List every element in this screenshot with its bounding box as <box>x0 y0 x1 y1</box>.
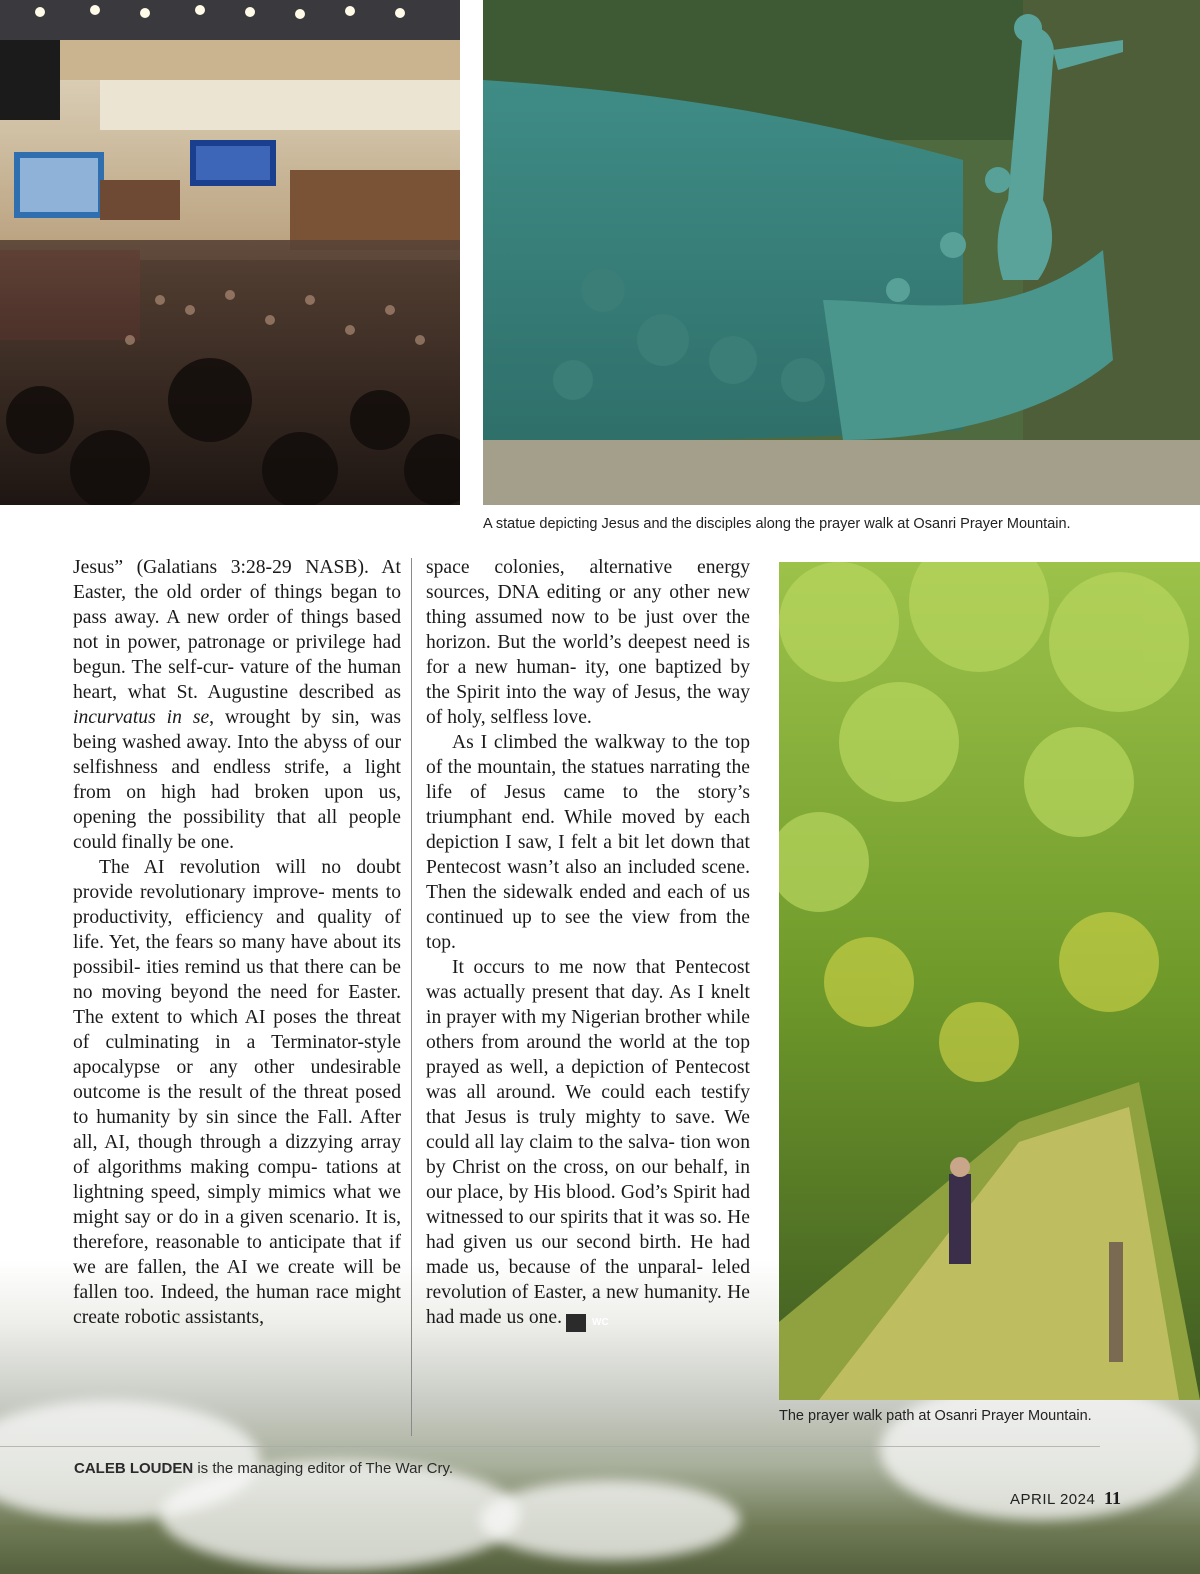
statue-photo-caption: A statue depicting Jesus and the disciples along the prayer walk at Osanri Prayer Mountain. <box>483 516 1071 532</box>
prayer-walk-path-photo <box>779 562 1200 1400</box>
church-congregation-photo <box>0 0 460 505</box>
statue-photo <box>483 0 1200 505</box>
column-divider <box>411 558 412 1436</box>
article-column-2 <box>426 555 750 1332</box>
bio-divider <box>0 1446 1100 1447</box>
article-paragraph: It occurs to me now that Pentecost was actually present that day. As I knelt in prayer with my Nigerian brother while others from around the world at the top prayed as well, a depiction of Pentecost was all around. We could each testify that Jesus is truly mighty to save. We could all lay claim to the salva- tion won by Christ on the cross, on our behalf, in our place, by His blood. God’s Spirit had witnessed to our spirits that it was so. He had given us our second birth. He had made us, because of the unparal- leled revolution of Easter, a new humanity. He had made us one. WC <box>426 955 750 1332</box>
article-paragraph: As I climbed the walkway to the top of the mountain, the statues narrating the life of Jesus came to the story’s triumphant end. While moved by each depiction I saw, I felt a bit let down that Pentecost wasn’t also an included scene. Then the sidewalk ended and each of us continued up to see the view from the top. <box>426 732 750 953</box>
path-photo-caption: The prayer walk path at Osanri Prayer Mountain. <box>779 1408 1092 1424</box>
latin-term: incurvatus in se <box>73 707 210 728</box>
author-bio: CALEB LOUDEN is the managing editor of The War Cry. <box>74 1460 454 1477</box>
article-column-1 <box>73 555 401 1330</box>
author-name: CALEB LOUDEN <box>74 1460 194 1477</box>
end-of-article-icon: WC <box>566 1314 586 1332</box>
article-paragraph: Jesus” (Galatians 3:28-29 NASB). At Easter, the old order of things began to pass away. A new order of things based not in power, patronage or privilege had begun. The self-cur- vature of the human heart, what St. Augustine described as incurvatus in se, wrought by sin, was being washed away. Into the abyss of our selfishness and endless strife, a light from on high had broken upon us, opening the possibility that all people could finally be one. <box>73 557 401 853</box>
issue-date: APRIL 2024 <box>1010 1491 1096 1508</box>
article-paragraph: space colonies, alternative energy sources, DNA editing or any other new thing assumed now to be just over the horizon. But the world’s deepest need is for a new human- ity, one baptized by the Spirit into the way of Jesus, the way of holy, selfless love. <box>426 557 750 728</box>
article-paragraph: The AI revolution will no doubt provide revolutionary improve- ments to productivity, efficiency and quality of life. Yet, the fears so many have about its possibil- ities remind us that there can be no moving beyond the need for Easter. The extent to which AI poses the threat of culminating in a Terminator-style apocalypse or any other undesirable outcome is the result of the threat posed to humanity by sin since the Fall. After all, AI, though through a dizzying array of algorithms making compu- tations at lightning speed, simply mimics what we might say or do in a given scenario. It is, therefore, reasonable to anticipate that if we are fallen, the AI we create will be fallen too. Indeed, the human race might create robotic assistants, <box>73 857 401 1328</box>
page-number: 11 <box>1104 1488 1122 1508</box>
